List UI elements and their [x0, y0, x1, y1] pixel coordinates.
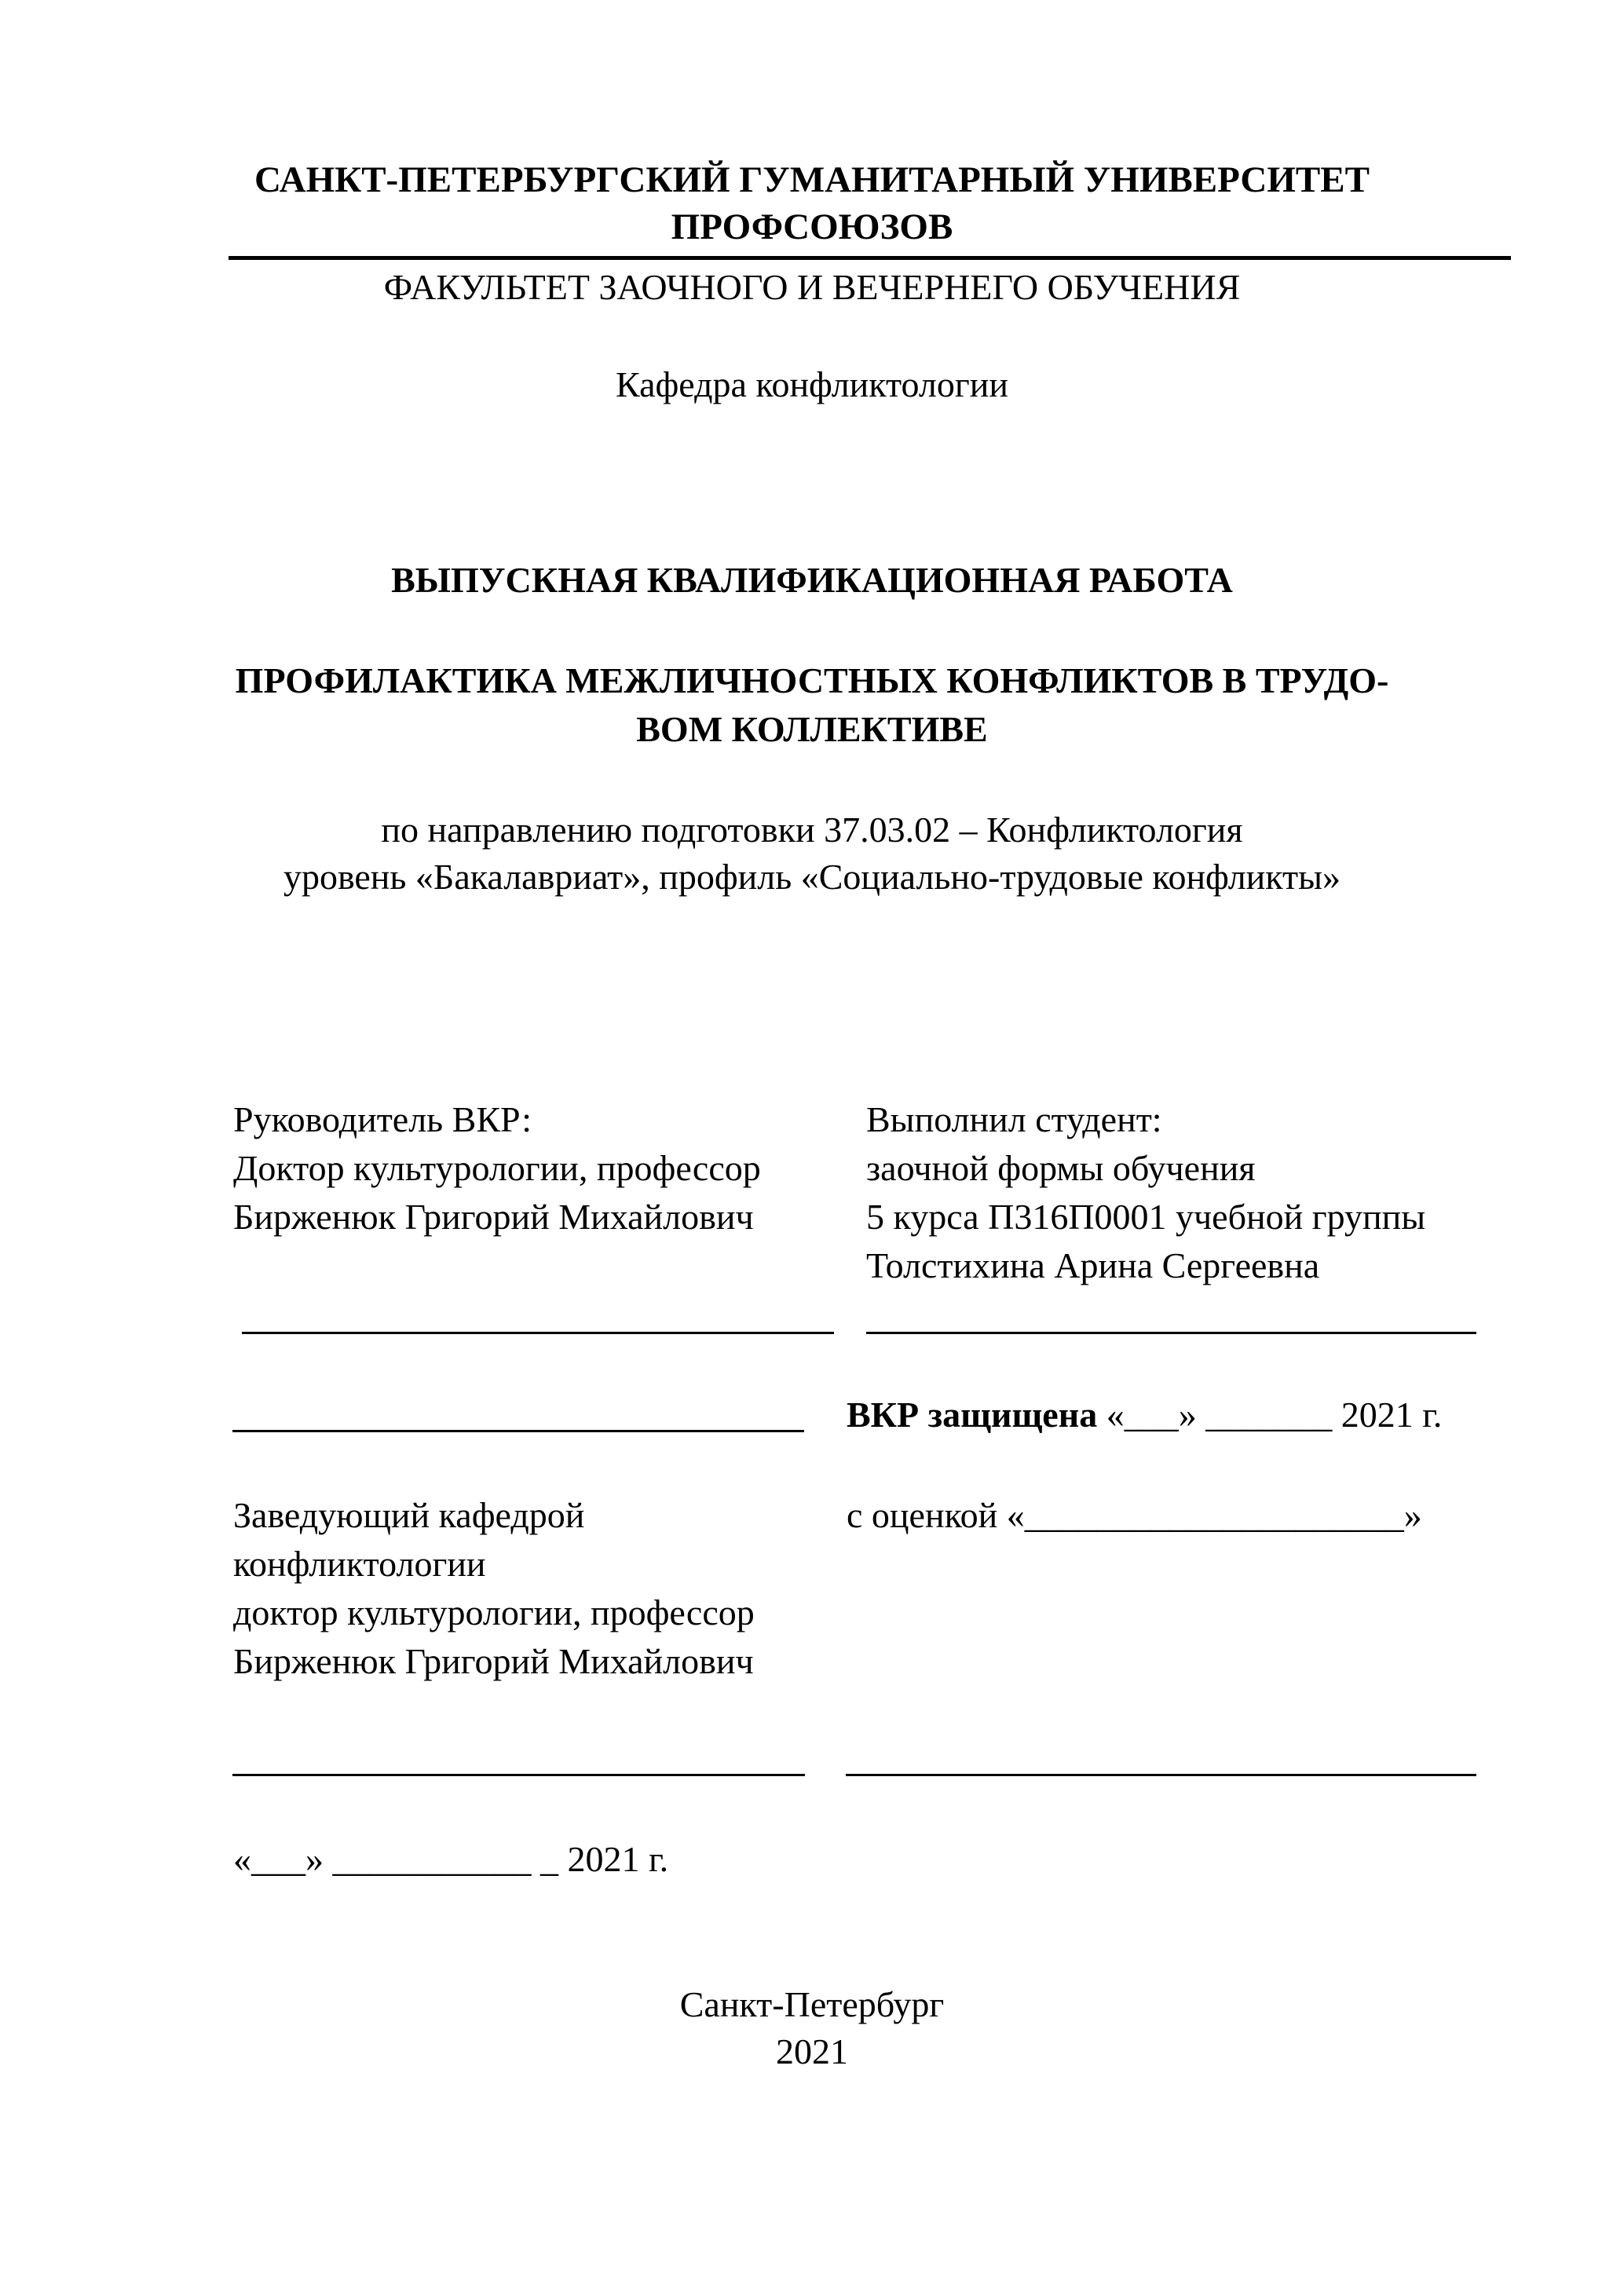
- defense-grade: с оценкой «_____________________»: [847, 1495, 1422, 1535]
- head-of-dept-line3: доктор культурологии, профессор: [233, 1592, 755, 1632]
- year: 2021: [776, 2031, 848, 2071]
- supervisor-name: Бирженюк Григорий Михайлович: [233, 1197, 754, 1237]
- faculty-name: ФАКУЛЬТЕТ ЗАОЧНОГО И ВЕЧЕРНЕГО ОБУЧЕНИЯ: [383, 267, 1241, 307]
- defense-date-blank: «___» _______ 2021 г.: [1097, 1395, 1443, 1435]
- university-name-line2: ПРОФСОЮЗОВ: [671, 207, 953, 247]
- head-of-dept-line2: конфликтологии: [233, 1544, 486, 1584]
- header-divider: [229, 256, 1511, 260]
- university-name-line1: САНКТ-ПЕТЕРБУРГСКИЙ ГУМАНИТАРНЫЙ УНИВЕРСИТЕТ: [254, 159, 1370, 200]
- head-signature-line: [232, 1774, 805, 1776]
- supervisor-degree: Доктор культурологии, профессор: [233, 1148, 761, 1188]
- student-name: Толстихина Арина Сергеевна: [866, 1245, 1320, 1285]
- defense-label: ВКР защищена: [847, 1395, 1098, 1435]
- student-study-form: заочной формы обучения: [866, 1148, 1256, 1188]
- grade-signature-line: [846, 1774, 1476, 1776]
- work-title-line1: ПРОФИЛАКТИКА МЕЖЛИЧНОСТНЫХ КОНФЛИКТОВ В ТРУДО-: [235, 660, 1389, 700]
- defense-date: [847, 1394, 1442, 1436]
- training-direction: по направлению подготовки 37.03.02 – Конфликтология: [381, 810, 1243, 850]
- city: Санкт-Петербург: [679, 1984, 945, 2024]
- student-label: Выполнил студент:: [866, 1099, 1162, 1139]
- approval-date: «___» ___________ _ 2021 г.: [233, 1839, 669, 1879]
- work-title-line2: ВОМ КОЛЛЕКТИВЕ: [636, 709, 988, 749]
- supervisor-signature-line: [242, 1332, 834, 1334]
- level-and-profile: уровень «Бакалавриат», профиль «Социально-трудовые конфликты»: [283, 857, 1341, 897]
- blank-signature-line: [232, 1430, 804, 1432]
- head-of-dept-line4: Бирженюк Григорий Михайлович: [233, 1641, 754, 1681]
- work-type: ВЫПУСКНАЯ КВАЛИФИКАЦИОННАЯ РАБОТА: [391, 560, 1233, 600]
- head-of-dept-line1: Заведующий кафедрой: [233, 1495, 585, 1535]
- student-group: 5 курса П316П0001 учебной группы: [866, 1197, 1426, 1237]
- supervisor-label: Руководитель ВКР:: [233, 1099, 532, 1139]
- department-name: Кафедра конфликтологии: [616, 364, 1008, 404]
- student-signature-line: [866, 1332, 1476, 1334]
